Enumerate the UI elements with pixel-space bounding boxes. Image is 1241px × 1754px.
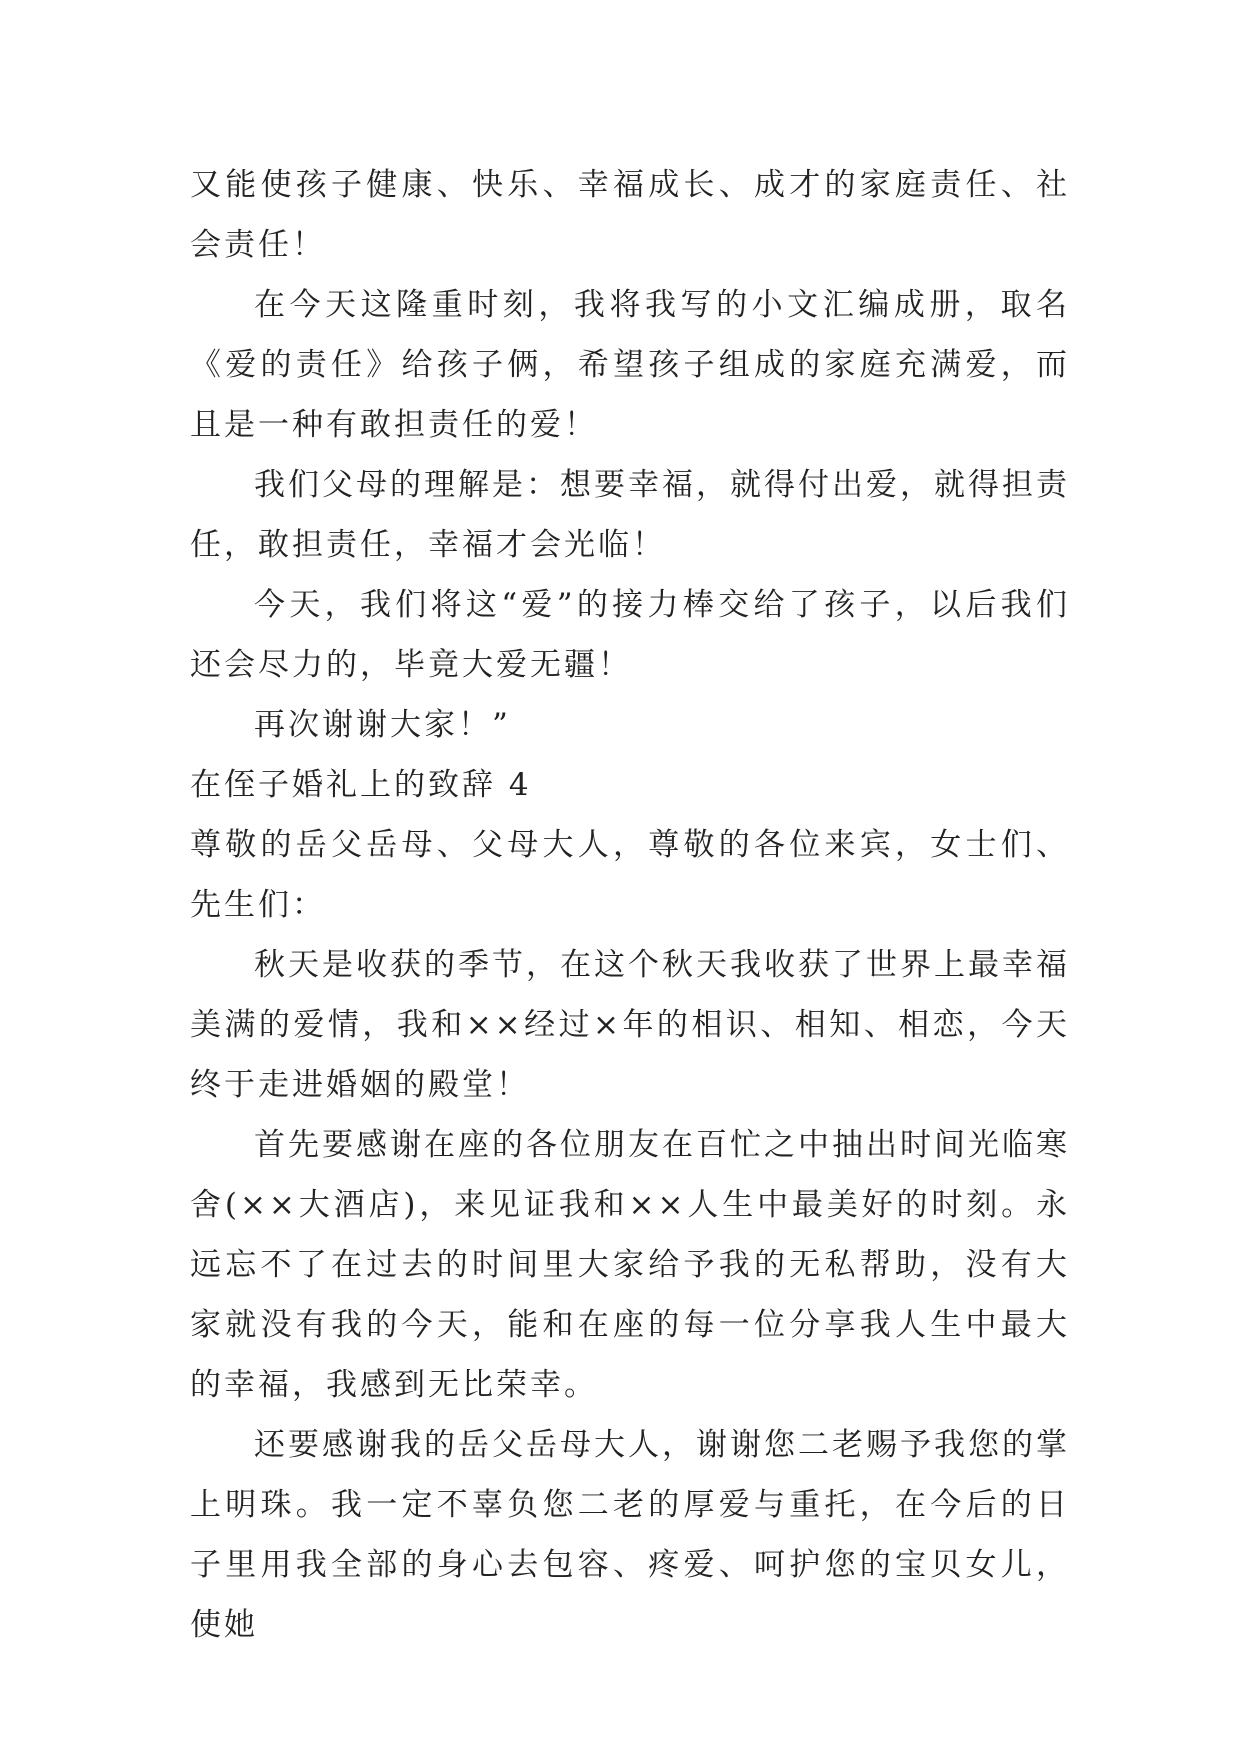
paragraph: 再次谢谢大家！”: [254, 707, 511, 743]
paragraph: 在今天这隆重时刻，我将我写的小文汇编成册，取名《爱的责任》给孩子俩，希望孩子组成的家庭充满爱，而且是一种有敢担责任的爱！: [190, 287, 1070, 443]
salutation: 尊敬的岳父岳母、父母大人，尊敬的各位来宾，女士们、先生们：: [190, 827, 1070, 923]
paragraph: 还要感谢我的岳父岳母大人，谢谢您二老赐予我您的掌上明珠。我一定不辜负您二老的厚爱与重托，在今后的日子里用我全部的身心去包容、疼爱、呵护您的宝贝女儿，使她: [190, 1427, 1070, 1643]
section-heading: 在侄子婚礼上的致辞 4: [190, 767, 532, 803]
paragraph-continuation: 又能使孩子健康、快乐、幸福成长、成才的家庭责任、社会责任！: [190, 167, 1070, 263]
page-text-block: [190, 155, 1070, 1655]
paragraph: 秋天是收获的季节，在这个秋天我收获了世界上最幸福美满的爱情，我和××经过×年的相识、相知、相恋，今天终于走进婚姻的殿堂！: [190, 947, 1070, 1103]
paragraph: 首先要感谢在座的各位朋友在百忙之中抽出时间光临寒舍(××大酒店)，来见证我和××人生中最美好的时刻。永远忘不了在过去的时间里大家给予我的无私帮助，没有大家就没有我的今天，能和在座的每一位分享我人生中最大的幸福，我感到无比荣幸。: [190, 1127, 1070, 1403]
paragraph: 今天，我们将这“爱”的接力棒交给了孩子，以后我们还会尽力的，毕竟大爱无疆！: [190, 587, 1070, 683]
paragraph: 我们父母的理解是：想要幸福，就得付出爱，就得担责任，敢担责任，幸福才会光临！: [190, 467, 1070, 563]
